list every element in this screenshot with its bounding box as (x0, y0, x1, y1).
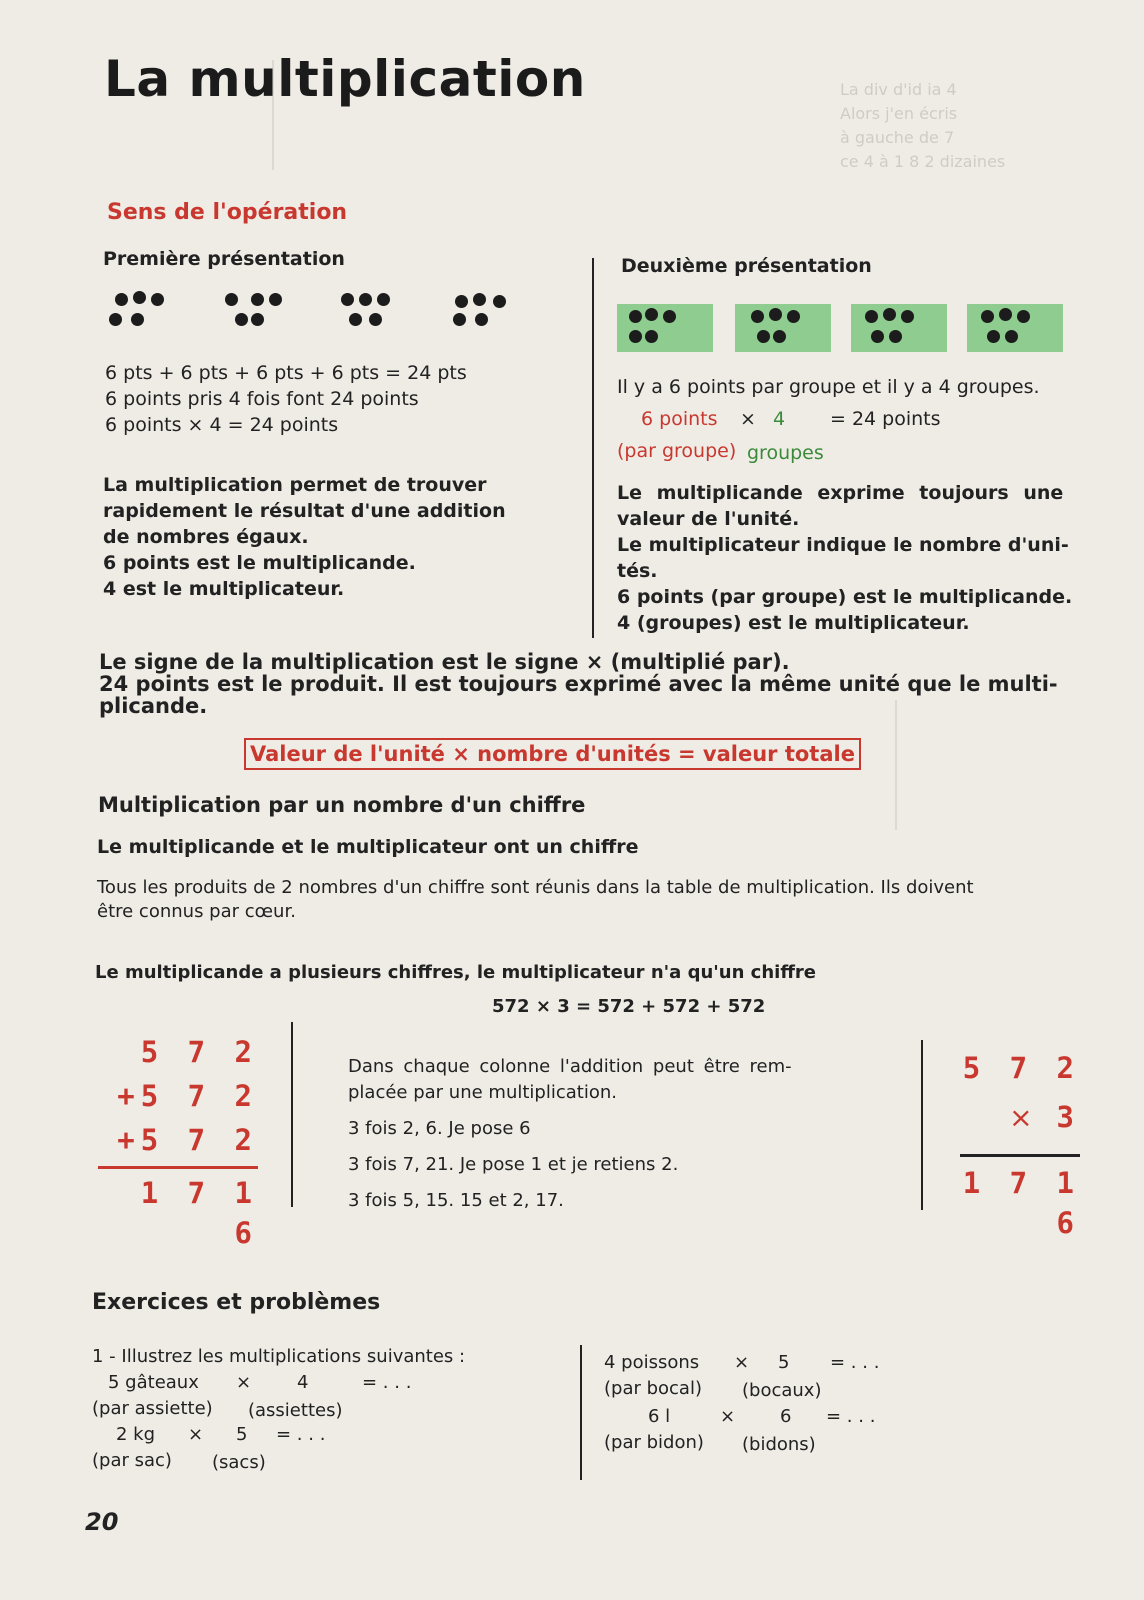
exercices-heading: Exercices et problèmes (92, 1290, 381, 1315)
explanation (348, 1054, 792, 1214)
rule-line: 4 (groupes) est le multiplicateur. (617, 612, 970, 634)
equation-times: × (740, 408, 756, 430)
operation-top: 5 7 2 (962, 1051, 1080, 1085)
answer-blank: = . . . (830, 1352, 880, 1373)
answer-blank: = . . . (276, 1424, 326, 1445)
premiere-lines (105, 360, 467, 438)
premiere-line: 6 points pris 4 fois font 24 points (105, 388, 419, 410)
unit-label: (par assiette) (92, 1398, 213, 1419)
mult-sub2-equation: 572 × 3 = 572 + 572 + 572 (492, 996, 766, 1017)
deuxieme-heading: Deuxième présentation (621, 255, 872, 277)
unit-label: (bidons) (742, 1434, 816, 1455)
operation-divider (921, 1040, 923, 1210)
premiere-heading: Première présentation (103, 248, 345, 270)
text-line: Tous les produits de 2 nombres d'un chiffre sont réunis dans la table de multiplication. Ils doivent (97, 877, 974, 898)
exercise-divider (580, 1345, 582, 1480)
text-line: être connus par cœur. (97, 901, 296, 922)
sum-bar (98, 1166, 258, 1169)
quantity: 2 kg (116, 1424, 156, 1445)
signe-paragraph (99, 651, 1058, 717)
rule-line: 6 points (par groupe) est le multiplicande. (617, 586, 1073, 608)
explain-line: Dans chaque colonne l'addition peut être rem- (348, 1056, 792, 1077)
page-title: La multiplication (104, 50, 586, 108)
unit-label: (sacs) (212, 1452, 266, 1473)
times-sign: × (1009, 1101, 1033, 1134)
unit-label: (par sac) (92, 1450, 172, 1471)
equation-multiplier: 4 (773, 408, 786, 430)
signe-line: plicande. (99, 694, 208, 718)
multiplier: 5 (778, 1352, 790, 1373)
premiere-line: 6 points × 4 = 24 points (105, 414, 339, 436)
explain-line: placée par une multiplication. (348, 1082, 617, 1103)
rule-line: de nombres égaux. (103, 526, 309, 548)
quantity: 5 gâteaux (108, 1372, 199, 1393)
mult-heading: Multiplication par un nombre d'un chiffre (98, 793, 586, 817)
multiplier: 6 (780, 1406, 792, 1427)
exercise-1-intro: 1 - Illustrez les multiplications suivantes : (92, 1346, 466, 1367)
label-groupes: groupes (747, 442, 824, 464)
addend: 5 7 2 (140, 1035, 258, 1069)
premiere-line: 6 pts + 6 pts + 6 pts + 6 pts = 24 pts (105, 362, 467, 384)
answer-blank: = . . . (362, 1372, 412, 1393)
exercise-item (108, 1370, 199, 1396)
rule-line: 4 est le multiplicateur. (103, 578, 345, 600)
quantity: 6 l (648, 1406, 671, 1427)
signe-line: 24 points est le produit. Il est toujours exprimé avec la même unité que le multi- (99, 672, 1058, 696)
operation-result: 1 7 1 6 (962, 1166, 1080, 1240)
section-heading: Sens de l'opération (107, 200, 348, 225)
times-sign: × (236, 1372, 252, 1393)
equation-result: = 24 points (830, 408, 941, 430)
mult-sub2: Le multiplicande a plusieurs chiffres, le multiplicateur n'a qu'un chiffre (95, 962, 816, 983)
explain-line: 3 fois 5, 15. 15 et 2, 17. (348, 1190, 564, 1211)
explain-line: 3 fois 7, 21. Je pose 1 et je retiens 2. (348, 1154, 679, 1175)
unit-label: (par bidon) (604, 1432, 704, 1453)
mult-sub1: Le multiplicande et le multiplicateur ont un chiffre (97, 836, 639, 858)
premiere-rule (103, 472, 506, 602)
operation-multiplier-row (940, 1091, 1080, 1148)
quantity: 4 poissons (604, 1352, 700, 1373)
unit-label: (assiettes) (248, 1400, 343, 1421)
addition-divider (291, 1022, 293, 1207)
times-sign: × (734, 1352, 750, 1373)
unit-label: (par bocal) (604, 1378, 702, 1399)
addition-column (98, 1030, 258, 1253)
rule-line: rapidement le résultat d'une addition (103, 500, 506, 522)
addition-result: 1 7 1 6 (140, 1176, 258, 1250)
label-par-groupe: (par groupe) (617, 440, 737, 462)
multiplication-operation (940, 1045, 1080, 1243)
explain-line: 3 fois 2, 6. Je pose 6 (348, 1118, 531, 1139)
multiplier: 5 (236, 1424, 248, 1445)
show-through-line (895, 700, 897, 830)
unit-label: (bocaux) (742, 1380, 822, 1401)
times-sign: × (188, 1424, 204, 1445)
rule-line: valeur de l'unité. (617, 508, 800, 530)
rule-line: tés. (617, 560, 658, 582)
operation-multiplier: 3 (1056, 1100, 1080, 1134)
rule-line: La multiplication permet de trouver (103, 474, 487, 496)
page-number: 20 (85, 1508, 119, 1536)
dot-groups-second (617, 304, 1077, 356)
equation-multiplicand: 6 points (641, 408, 718, 430)
show-through-text: La div d'id ia 4 Alors j'en écris à gauche de 7 ce 4 à 1 8 2 dizaines (840, 80, 1006, 171)
rule-line: 6 points est le multiplicande. (103, 552, 416, 574)
deuxieme-line1: Il y a 6 points par groupe et il y a 4 groupes. (617, 376, 1040, 398)
operation-bar (960, 1154, 1080, 1157)
rule-line: Le multiplicateur indique le nombre d'uni- (617, 534, 1069, 556)
times-sign: × (720, 1406, 736, 1427)
rule-line: Le multiplicande exprime toujours une (617, 482, 1064, 504)
deuxieme-rule (617, 480, 1072, 636)
addend: +5 7 2 (117, 1079, 258, 1113)
addend: +5 7 2 (117, 1123, 258, 1157)
signe-line: Le signe de la multiplication est le signe × (multiplié par). (99, 650, 790, 674)
formula-box: Valeur de l'unité × nombre d'unités = valeur totale (244, 738, 861, 770)
dot-groups-first (103, 285, 523, 345)
mult-text1 (97, 876, 1097, 924)
multiplier: 4 (297, 1372, 309, 1393)
answer-blank: = . . . (826, 1406, 876, 1427)
column-divider (592, 258, 594, 638)
equation-left (641, 406, 717, 432)
